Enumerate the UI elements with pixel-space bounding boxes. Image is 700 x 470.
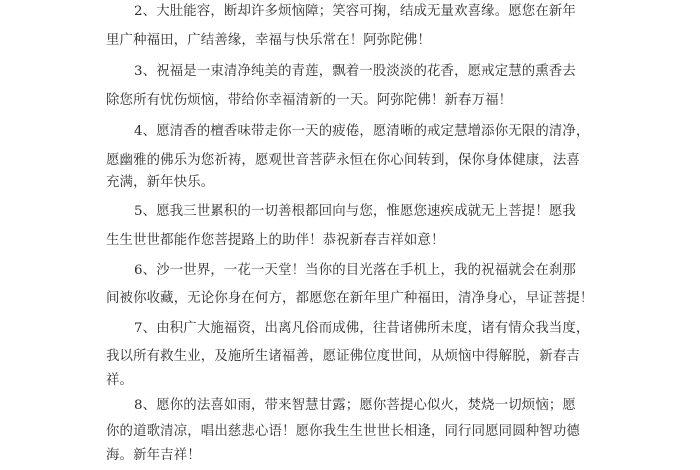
paragraph-4-line-3: 充满，新年快乐。 [106,175,215,190]
paragraph-2-line-1: 2、大肚能容，断却许多烦恼障；笑容可掬，结成无量欢喜缘。愿您在新年 [134,4,576,19]
paragraph-8-line-3: 海。新年吉祥！ [106,448,201,463]
paragraph-3-line-1: 3、祝福是一束清净纯美的青莲，飘着一股淡淡的花香，愿戒定慧的熏香去 [134,64,576,79]
paragraph-4-line-2: 愿幽雅的佛乐为您祈祷，愿观世音菩萨永恒在你心间转到，保你身体健康，法喜 [106,153,580,168]
paragraph-5-line-1: 5、愿我三世累积的一切善根都回向与您，惟愿您速疾成就无上菩提！愿我 [134,204,576,219]
paragraph-6-line-2: 间被你收藏，无论你身在何方，都愿您在新年里广种福田，清净身心，早证菩提！ [106,291,594,306]
paragraph-8-line-1: 8、愿你的法喜如雨，带来智慧甘露；愿你菩提心似火，焚烧一切烦恼；愿 [134,398,576,413]
paragraph-7-line-3: 祥。 [106,373,134,388]
paragraph-7-line-1: 7、由积广大施福资，出离凡俗而成佛，往昔诸佛所未度，诸有情众我当度， [134,321,590,336]
paragraph-6-line-1: 6、沙一世界，一花一天堂！当你的目光落在手机上，我的祝福就会在刹那 [134,263,576,278]
paragraph-8-line-2: 你的道歌清凉，唱出慈悲心语！愿你我生生世世长相逢，同行同愿同圆种智功德 [106,424,580,439]
paragraph-2-line-2: 里广种福田，广结善缘，幸福与快乐常在！阿弥陀佛！ [106,33,431,48]
paragraph-4-line-1: 4、愿清香的檀香味带走你一天的疲倦，愿清晰的戒定慧增添你无限的清净， [134,124,590,139]
paragraph-7-line-2: 我以所有救生业，及施所生诸福善，愿证佛位度世间，从烦恼中得解脱，新春吉 [106,349,580,364]
paragraph-3-line-2: 除您所有忧伤烦恼，带给你幸福清新的一天。阿弥陀佛！新春万福！ [106,93,513,108]
paragraph-5-line-2: 生生世世都能作您菩提路上的助伴！恭祝新春吉祥如意！ [106,233,445,248]
